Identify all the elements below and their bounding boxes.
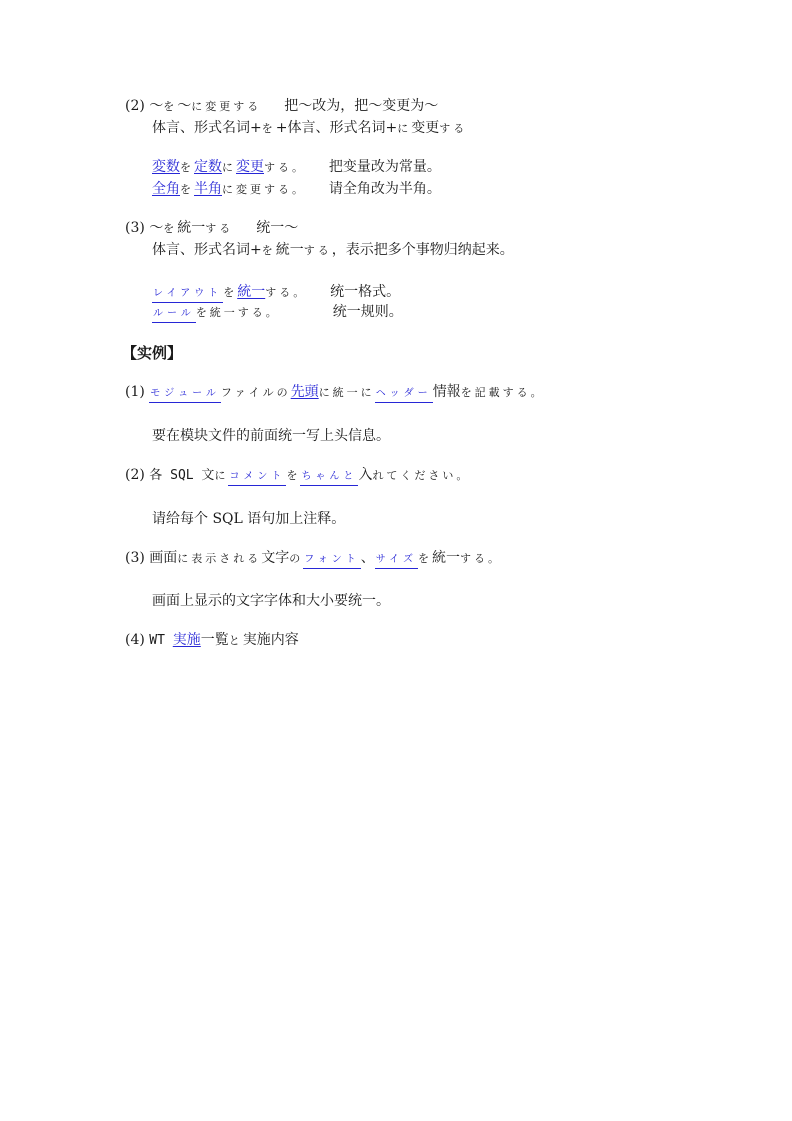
examples-heading: 【实例】 — [122, 344, 183, 362]
example-2: (2) 各 SQL 文にコメントをちゃんと入れてください。 — [125, 466, 470, 484]
example-4: (4) WT 実施一覧と実施内容 — [125, 632, 299, 648]
link-sentou[interactable]: 先頭 — [290, 384, 319, 400]
link-size[interactable]: サイズ — [375, 553, 418, 569]
example-3: (3) 画面に表示される文字のフォント、サイズを統一する。 — [125, 549, 502, 567]
example-1-translation: 要在模块文件的前面统一写上头信息。 — [152, 428, 390, 444]
link-layout[interactable]: レイアウト — [152, 287, 223, 303]
link-toitsu[interactable]: 統一 — [237, 284, 266, 300]
pattern2-example-1: 変数を定数に変更する。 把变量改为常量。 — [152, 159, 441, 175]
pattern2-description: 体言、形式名词+を+体言、形式名词+に变更する — [152, 120, 468, 136]
pattern2-heading: (2) ～を～に変更する 把～改为，把～变更为～ — [125, 98, 439, 114]
pattern3-heading: (3) ～を統一する 统一～ — [125, 220, 299, 236]
link-font[interactable]: フォント — [303, 553, 361, 569]
link-header[interactable]: ヘッダー — [375, 387, 433, 403]
link-rule[interactable]: ルール — [152, 307, 196, 323]
pattern2-chinese: 把～改为，把～变更为～ — [284, 98, 439, 114]
link-hankaku[interactable]: 半角 — [194, 181, 222, 197]
example-2-translation: 请给每个 SQL 语句加上注释。 — [152, 511, 346, 527]
pattern3-example-2: ルールを統一する。 统一规则。 — [152, 303, 403, 321]
pattern3-number: (3) — [125, 220, 145, 236]
link-module[interactable]: モジュール — [149, 387, 221, 403]
pattern2-number: (2) — [125, 98, 145, 114]
pattern3-chinese: 统一～ — [256, 220, 299, 236]
link-henko[interactable]: 変更 — [236, 159, 264, 175]
link-zenkaku[interactable]: 全角 — [152, 181, 180, 197]
example-1: (1) モジュールファイルの先頭に統一にヘッダー情報を記載する。 — [125, 383, 545, 401]
link-comment[interactable]: コメント — [228, 470, 286, 486]
pattern3-description: 体言、形式名词+を統一する，表示把多个事物归纳起来。 — [152, 242, 514, 258]
link-hensu[interactable]: 変数 — [152, 159, 180, 175]
link-jisshi[interactable]: 実施 — [172, 632, 201, 648]
link-teisu[interactable]: 定数 — [194, 159, 222, 175]
example-3-translation: 画面上显示的文字字体和大小要统一。 — [152, 593, 390, 609]
link-chanto[interactable]: ちゃんと — [300, 470, 358, 486]
pattern2-example-2: 全角を半角に変更する。 请全角改为半角。 — [152, 181, 441, 197]
pattern3-example-1: レイアウトを統一する。 统一格式。 — [152, 283, 400, 301]
